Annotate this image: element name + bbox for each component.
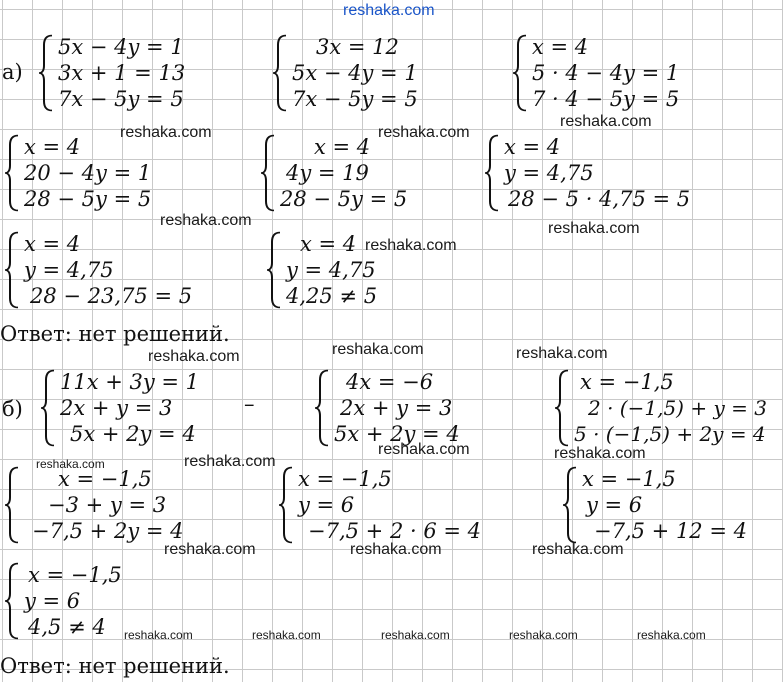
watermark: reshaka.com <box>160 212 252 229</box>
system-b-3 <box>554 369 767 447</box>
watermark: reshaka.com <box>36 457 105 471</box>
equation: x = 4 <box>504 135 561 159</box>
equation: x = 4 <box>314 135 371 159</box>
equation: x = −1,5 <box>58 467 152 491</box>
watermark: reshaka.com <box>509 628 578 642</box>
equation: 2x + y = 3 <box>60 396 173 420</box>
equation: −7,5 + 12 = 4 <box>594 519 747 543</box>
equation: 2x + y = 3 <box>340 396 453 420</box>
equation: x = 4 <box>300 232 357 256</box>
equation: 2 · (−1,5) + y = 3 <box>588 396 767 420</box>
equation: 3x + 1 = 13 <box>58 61 186 85</box>
equation: 5x − 4y = 1 <box>58 35 184 59</box>
left-brace-icon <box>512 34 528 112</box>
equation: −7,5 + 2y = 4 <box>32 519 184 543</box>
watermark: reshaka.com <box>164 541 256 558</box>
watermark: reshaka.com <box>184 453 276 470</box>
system-b-4 <box>4 466 183 544</box>
system-a-4 <box>4 134 151 212</box>
equation: −3 + y = 3 <box>48 493 167 517</box>
watermark: reshaka.com <box>378 124 470 141</box>
equation: x = −1,5 <box>580 370 674 394</box>
watermark: reshaka.com <box>532 541 624 558</box>
answer-a: Ответ: нет решений. <box>0 322 230 346</box>
system-a-3 <box>512 34 679 112</box>
watermark: reshaka.com <box>378 441 470 458</box>
watermark: reshaka.com <box>252 628 321 642</box>
equation: 4x = −6 <box>346 370 434 394</box>
equation: x = −1,5 <box>28 563 122 587</box>
watermark: reshaka.com <box>554 445 646 462</box>
equation: 20 − 4y = 1 <box>24 161 152 185</box>
left-brace-icon <box>4 231 20 309</box>
watermark: reshaka.com <box>332 341 424 358</box>
system-a-6 <box>484 134 690 212</box>
system-b-2 <box>314 369 460 447</box>
equation: 5 · (−1,5) + 2y = 4 <box>574 422 766 446</box>
equation: −7,5 + 2 · 6 = 4 <box>308 519 481 543</box>
answer-b: Ответ: нет решений. <box>0 654 230 678</box>
equation: 28 − 5 · 4,75 = 5 <box>508 187 691 211</box>
watermark: reshaka.com <box>124 628 193 642</box>
equation: x = −1,5 <box>582 467 676 491</box>
equation: 7x − 5y = 5 <box>58 87 184 111</box>
left-brace-icon <box>266 231 282 309</box>
equation: 28 − 5y = 5 <box>280 187 408 211</box>
equation: 4,25 ≠ 5 <box>286 284 378 308</box>
left-brace-icon <box>314 369 330 447</box>
system-b-6 <box>562 466 747 544</box>
watermark: reshaka.com <box>120 124 212 141</box>
system-b-1 <box>40 369 199 447</box>
watermark: reshaka.com <box>381 628 450 642</box>
left-brace-icon <box>278 466 294 544</box>
left-brace-icon <box>562 466 578 544</box>
equation: 5x + 2y = 4 <box>334 422 460 446</box>
left-brace-icon <box>4 562 20 640</box>
equation: x = 4 <box>532 35 589 59</box>
watermark: reshaka.com <box>637 628 706 642</box>
left-brace-icon <box>554 369 570 447</box>
equation: 28 − 23,75 = 5 <box>30 284 193 308</box>
system-a-2 <box>272 34 418 112</box>
equation: 4y = 19 <box>286 161 369 185</box>
equation: y = 6 <box>298 493 355 517</box>
part-b-label: б) <box>2 397 23 421</box>
equation: x = 4 <box>24 232 81 256</box>
left-brace-icon <box>272 34 288 112</box>
system-a-7 <box>4 231 192 309</box>
left-brace-icon <box>484 134 500 212</box>
system-b-7 <box>4 562 122 640</box>
equation: 11x + 3y = 1 <box>60 370 200 394</box>
equation: 7x − 5y = 5 <box>292 87 418 111</box>
left-brace-icon <box>38 34 54 112</box>
watermark-top: reshaka.com <box>343 2 435 19</box>
equation: 28 − 5y = 5 <box>24 187 152 211</box>
left-brace-icon <box>40 369 56 447</box>
watermark: reshaka.com <box>148 348 240 365</box>
equation: 5 · 4 − 4y = 1 <box>532 61 680 85</box>
equation: y = 6 <box>586 493 643 517</box>
system-a-5 <box>260 134 407 212</box>
equation: y = 4,75 <box>286 258 376 282</box>
equation: 5x + 2y = 4 <box>70 422 196 446</box>
equation: x = −1,5 <box>298 467 392 491</box>
watermark: reshaka.com <box>560 113 652 130</box>
minus-sign: – <box>244 392 255 416</box>
equation: y = 4,75 <box>24 258 114 282</box>
equation: x = 4 <box>24 135 81 159</box>
left-brace-icon <box>4 134 20 212</box>
left-brace-icon <box>4 466 20 544</box>
watermark: reshaka.com <box>365 237 457 254</box>
equation: y = 4,75 <box>504 161 594 185</box>
equation: 3x = 12 <box>316 35 399 59</box>
equation: y = 6 <box>24 589 81 613</box>
system-b-5 <box>278 466 481 544</box>
part-a-label: а) <box>2 60 23 84</box>
watermark: reshaka.com <box>548 220 640 237</box>
equation: 4,5 ≠ 4 <box>28 615 106 639</box>
system-a-8 <box>266 231 377 309</box>
system-a-1 <box>38 34 185 112</box>
equation: 7 · 4 − 5y = 5 <box>532 87 680 111</box>
watermark: reshaka.com <box>516 345 608 362</box>
equation: 5x − 4y = 1 <box>292 61 418 85</box>
watermark: reshaka.com <box>350 541 442 558</box>
left-brace-icon <box>260 134 276 212</box>
